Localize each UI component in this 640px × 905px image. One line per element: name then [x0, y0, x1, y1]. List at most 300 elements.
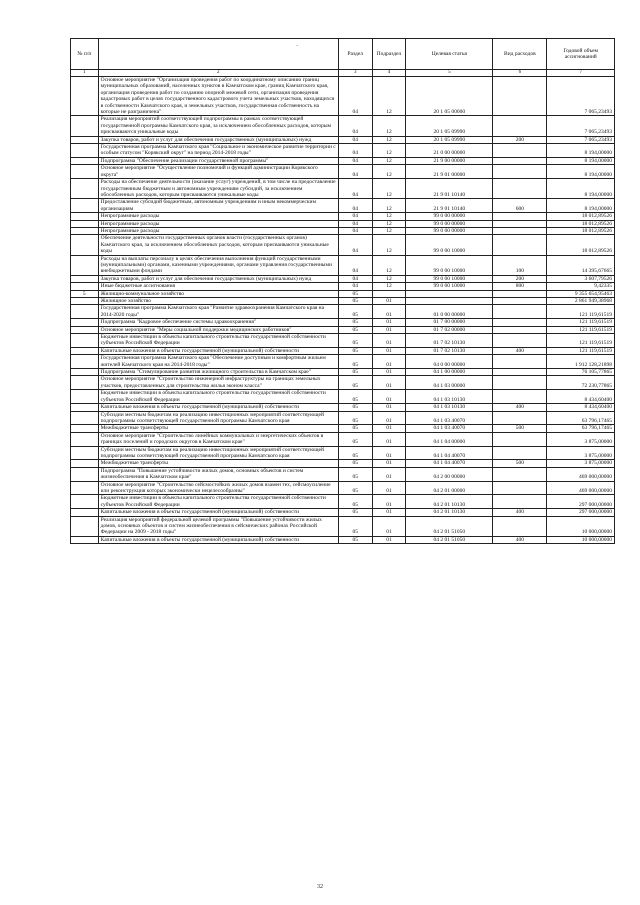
row-number: [71, 157, 99, 164]
row-razdel: 04: [338, 275, 372, 282]
row-podrazdel: 12: [372, 144, 406, 158]
row-expense-type: 100: [493, 255, 547, 275]
row-amount: 14 395,67665: [547, 255, 615, 275]
row-podrazdel: 01: [372, 298, 406, 305]
row-razdel: 05: [338, 305, 372, 319]
row-name: Непрограммные расходы: [98, 213, 338, 220]
row-target-article: 21 9 01 10140: [406, 179, 493, 199]
row-podrazdel: 01: [372, 481, 406, 495]
row-amount: 18 012,89526: [547, 213, 615, 220]
page-number: 32: [317, 884, 323, 890]
row-expense-type: [493, 355, 547, 369]
row-number: [71, 446, 99, 460]
row-expense-type: [493, 495, 547, 509]
row-podrazdel: 01: [372, 404, 406, 411]
row-expense-type: 400: [493, 536, 547, 543]
row-podrazdel: 01: [372, 432, 406, 446]
row-razdel: 05: [338, 369, 372, 376]
table-row: [71, 290, 615, 297]
row-target-article: 20 1 05 09990: [406, 116, 493, 136]
row-number: [71, 136, 99, 143]
row-number: [71, 509, 99, 516]
row-razdel: 05: [338, 411, 372, 425]
row-amount: 297 000,00000: [547, 495, 615, 509]
row-name: Расходы на выплаты персоналу в целях обеспечения выполнения функций государственными (муниципальными) органами, казенными учреждениями, органами управления государственными внебюджетными фондами: [98, 255, 338, 275]
row-target-article: 04 2 01 00000: [406, 481, 493, 495]
row-target-article: 21 0 00 00000: [406, 144, 493, 158]
row-razdel: 04: [338, 220, 372, 227]
row-name: Государственная программа Камчатского края "Развитие здравоохранения Камчатского края на 2014-2020 годы": [98, 305, 338, 319]
row-name: Реализация мероприятий соответствующей подпрограммы в рамках соответствующей государственной программы Камчатского края, за исключением обособленных расходов, которым присваиваются уникальные коды: [98, 116, 338, 136]
row-target-article: 20 1 05 09990: [406, 136, 493, 143]
table-row: [71, 536, 615, 543]
row-number: [71, 213, 99, 220]
table-row: [71, 481, 615, 495]
row-target-article: 04 0 00 00000: [406, 355, 493, 369]
row-razdel: 05: [338, 347, 372, 354]
row-amount: 10 000,00000: [547, 536, 615, 543]
row-expense-type: 200: [493, 136, 547, 143]
row-number: [71, 390, 99, 404]
row-razdel: 04: [338, 77, 372, 116]
row-number: [71, 460, 99, 467]
row-amount: 18 012,89526: [547, 235, 615, 255]
row-razdel: 04: [338, 179, 372, 199]
row-name: Расходы на обеспечение деятельности (оказание услуг) учреждений, в том числе на предоставление государственным бюджетным и автономным учреждениям субсидий, за исключением обособленных расходов, которым присваиваются уникальные коды: [98, 179, 338, 199]
row-amount: 9,42335: [547, 283, 615, 290]
row-target-article: 04 1 03 40070: [406, 425, 493, 432]
row-podrazdel: 01: [372, 390, 406, 404]
row-number: [71, 432, 99, 446]
row-amount: 1 912 128,21898: [547, 355, 615, 369]
row-razdel: 05: [338, 326, 372, 333]
table-row: [71, 509, 615, 516]
row-name: Бюджетные инвестиции в объекты капитального строительства государственной собственности субъектов Российской Федерации: [98, 334, 338, 348]
row-amount: 3 607,79526: [547, 275, 615, 282]
row-name: Бюджетные инвестиции в объекты капитального строительства государственной собственности субъектов Российской Федерации: [98, 390, 338, 404]
row-name: Закупка товаров, работ и услуг для обеспечения государственных (муниципальных) нужд: [98, 136, 338, 143]
row-name: Основное мероприятие "Строительство инженерной инфраструктуры на границах земельных участков, предоставленных для строительства жилья эконом класса": [98, 376, 338, 390]
table-row: [71, 144, 615, 158]
row-number: [71, 411, 99, 425]
row-amount: 121 119,61519: [547, 347, 615, 354]
row-amount: 8 194,00000: [547, 199, 615, 213]
row-expense-type: [493, 157, 547, 164]
row-name: Государственная программа Камчатского края "Социальное и экономическое развитие территории с особым статусом "Корякский округ" на период 2014-2018 годы": [98, 144, 338, 158]
row-razdel: 04: [338, 144, 372, 158]
row-target-article: 01 7 02 00000: [406, 326, 493, 333]
row-number: [71, 283, 99, 290]
table-row: [71, 283, 615, 290]
row-expense-type: [493, 227, 547, 234]
row-podrazdel: 12: [372, 235, 406, 255]
row-target-article: 04 1 04 00000: [406, 432, 493, 446]
row-name: Реализация мероприятий федеральной целевой программы "Повышение устойчивости жилых домов, основных объектов и систем жизнеобеспечения в сейсмических районах Российской Федерации на 2009 - 2018 годы": [98, 516, 338, 536]
row-target-article: 01 7 00 00000: [406, 319, 493, 326]
row-target-article: 21 9 01 10140: [406, 199, 493, 213]
row-podrazdel: 12: [372, 255, 406, 275]
row-name: Капитальные вложения в объекты государственной (муниципальной) собственности: [98, 347, 338, 354]
row-podrazdel: 12: [372, 157, 406, 164]
row-razdel: 04: [338, 157, 372, 164]
row-amount: 469 000,00000: [547, 481, 615, 495]
row-expense-type: [493, 446, 547, 460]
row-amount: 469 000,00000: [547, 467, 615, 481]
row-target-article: 01 7 02 10130: [406, 334, 493, 348]
row-razdel: 05: [338, 390, 372, 404]
row-number: [71, 144, 99, 158]
row-razdel: 04: [338, 235, 372, 255]
row-podrazdel: 12: [372, 179, 406, 199]
row-podrazdel: 12: [372, 199, 406, 213]
row-razdel: 04: [338, 199, 372, 213]
row-expense-type: [493, 467, 547, 481]
row-amount: 121 119,61519: [547, 334, 615, 348]
row-name: Подпрограмма "Стимулирование развития жилищного строительства в Камчатском крае": [98, 369, 338, 376]
row-razdel: 05: [338, 425, 372, 432]
table-row: [71, 179, 615, 199]
row-amount: 63 796,17465: [547, 411, 615, 425]
row-razdel: 05: [338, 334, 372, 348]
row-amount: 76 105,77865: [547, 369, 615, 376]
row-number: [71, 235, 99, 255]
row-number: [71, 116, 99, 136]
budget-page: [70, 38, 615, 544]
row-expense-type: [493, 235, 547, 255]
row-podrazdel: 01: [372, 425, 406, 432]
row-expense-type: [493, 319, 547, 326]
header-row: [71, 39, 615, 70]
row-amount: 3 875,00000: [547, 460, 615, 467]
row-podrazdel: 01: [372, 495, 406, 509]
row-target-article: 99 0 00 00000: [406, 213, 493, 220]
row-amount: 18 012,89526: [547, 227, 615, 234]
row-expense-type: [493, 165, 547, 179]
column-number: 5: [406, 70, 493, 77]
row-number: [71, 355, 99, 369]
row-number: [71, 77, 99, 116]
row-razdel: 05: [338, 509, 372, 516]
table-row: [71, 275, 615, 282]
column-number: 7: [547, 70, 615, 77]
row-razdel: 05: [338, 376, 372, 390]
row-podrazdel: 01: [372, 467, 406, 481]
row-name: Бюджетные инвестиции в объекты капитального строительства государственной собственности субъектов Российской Федерации: [98, 495, 338, 509]
header-annual-amount: Годовой объем ассигнований: [547, 39, 615, 70]
row-amount: 121 119,61519: [547, 319, 615, 326]
table-row: [71, 369, 615, 376]
row-target-article: 04 1 04 40070: [406, 446, 493, 460]
row-expense-type: 600: [493, 199, 547, 213]
row-razdel: 04: [338, 165, 372, 179]
table-row: [71, 326, 615, 333]
row-name: Основное мероприятие "Строительство линейных коммунальных и энергетических объектов в границах поселений и городских округов в Камчатском крае": [98, 432, 338, 446]
row-name: Межбюджетные трансферты: [98, 425, 338, 432]
row-razdel: 05: [338, 516, 372, 536]
table-row: [71, 305, 615, 319]
row-podrazdel: 01: [372, 411, 406, 425]
row-expense-type: [493, 179, 547, 199]
column-number: 4: [372, 70, 406, 77]
row-target-article: 99 0 00 10000: [406, 255, 493, 275]
table-row: [71, 199, 615, 213]
row-number: [71, 199, 99, 213]
row-target-article: 99 0 00 10000: [406, 275, 493, 282]
row-number: 5: [71, 290, 99, 297]
scan-tick-mark: `: [296, 44, 299, 52]
row-number: [71, 255, 99, 275]
row-podrazdel: 01: [372, 446, 406, 460]
row-target-article: 04 2 01 10130: [406, 495, 493, 509]
row-expense-type: [493, 213, 547, 220]
header-podrazdel: Подраздел: [372, 39, 406, 70]
row-number: [71, 319, 99, 326]
column-number-row: [71, 70, 615, 77]
table-row: [71, 298, 615, 305]
row-name: Закупка товаров, работ и услуг для обеспечения государственных (муниципальных) нужд: [98, 275, 338, 282]
row-podrazdel: 01: [372, 509, 406, 516]
row-number: [71, 298, 99, 305]
row-podrazdel: 01: [372, 516, 406, 536]
row-number: [71, 495, 99, 509]
table-row: [71, 376, 615, 390]
table-row: [71, 255, 615, 275]
row-name: Основное мероприятие "Строительство сейсмостойких жилых домов взамен тех, сейсмоусиление или реконструкция которых экономически нецелесообразны": [98, 481, 338, 495]
row-target-article: 21 9 00 00000: [406, 157, 493, 164]
row-target-article: 99 0 00 10000: [406, 283, 493, 290]
row-number: [71, 179, 99, 199]
row-razdel: 05: [338, 460, 372, 467]
row-razdel: 05: [338, 432, 372, 446]
row-expense-type: [493, 516, 547, 536]
row-expense-type: [493, 77, 547, 116]
budget-table-body: [71, 77, 615, 544]
table-row: [71, 411, 615, 425]
row-number: [71, 275, 99, 282]
table-row: [71, 136, 615, 143]
row-razdel: 04: [338, 255, 372, 275]
row-amount: 7 065,23493: [547, 116, 615, 136]
table-row: [71, 432, 615, 446]
row-amount: 8 434,60400: [547, 404, 615, 411]
row-podrazdel: 01: [372, 536, 406, 543]
row-target-article: 21 9 01 00000: [406, 165, 493, 179]
row-expense-type: 800: [493, 283, 547, 290]
row-target-article: 04 1 03 40070: [406, 411, 493, 425]
table-row: [71, 220, 615, 227]
row-expense-type: [493, 376, 547, 390]
row-amount: 63 796,17465: [547, 425, 615, 432]
header-razdel: Раздел: [338, 39, 372, 70]
row-expense-type: [493, 305, 547, 319]
row-expense-type: [493, 220, 547, 227]
table-row: [71, 116, 615, 136]
table-row: [71, 460, 615, 467]
row-amount: 18 012,89526: [547, 220, 615, 227]
row-number: [71, 404, 99, 411]
row-expense-type: 400: [493, 404, 547, 411]
header-target-article: Целевая статья: [406, 39, 493, 70]
row-number: [71, 376, 99, 390]
row-number: [71, 481, 99, 495]
row-number: [71, 516, 99, 536]
row-target-article: 04 1 03 00000: [406, 376, 493, 390]
row-number: [71, 347, 99, 354]
row-podrazdel: 01: [372, 334, 406, 348]
row-target-article: 04 1 03 10130: [406, 390, 493, 404]
row-amount: 8 194,00000: [547, 144, 615, 158]
row-expense-type: 400: [493, 509, 547, 516]
row-amount: 3 875,00000: [547, 446, 615, 460]
row-name: Основное мероприятие "Меры социальной поддержки медицинских работников": [98, 326, 338, 333]
row-expense-type: 500: [493, 460, 547, 467]
table-row: [71, 390, 615, 404]
row-amount: 7 065,23493: [547, 77, 615, 116]
row-amount: 9 355 654,95463: [547, 290, 615, 297]
row-expense-type: [493, 290, 547, 297]
row-amount: 8 194,00000: [547, 165, 615, 179]
row-number: [71, 165, 99, 179]
row-razdel: 04: [338, 283, 372, 290]
column-number: 1: [71, 70, 99, 77]
row-razdel: 05: [338, 355, 372, 369]
row-razdel: 05: [338, 298, 372, 305]
column-number: 3: [338, 70, 372, 77]
row-podrazdel: 12: [372, 227, 406, 234]
row-razdel: 04: [338, 136, 372, 143]
row-target-article: 01 7 02 10130: [406, 347, 493, 354]
row-expense-type: [493, 116, 547, 136]
row-amount: 8 194,00000: [547, 179, 615, 199]
row-target-article: 99 0 00 10000: [406, 235, 493, 255]
row-razdel: 04: [338, 116, 372, 136]
row-target-article: 01 0 00 00000: [406, 305, 493, 319]
row-razdel: 05: [338, 495, 372, 509]
row-podrazdel: 01: [372, 347, 406, 354]
table-row: [71, 235, 615, 255]
row-target-article: [406, 290, 493, 297]
row-target-article: 04 2 01 51050: [406, 516, 493, 536]
row-name: Субсидии местным бюджетам на реализацию инвестиционных мероприятий соответствующей подпрограммы соответствующей государственной программы Камчатского края: [98, 411, 338, 425]
row-amount: 3 875,00000: [547, 432, 615, 446]
row-target-article: 99 0 00 00000: [406, 220, 493, 227]
row-number: [71, 220, 99, 227]
row-target-article: 99 0 00 00000: [406, 227, 493, 234]
row-name: Капитальные вложения в объекты государственной (муниципальной) собственности: [98, 509, 338, 516]
column-number: 6: [493, 70, 547, 77]
row-expense-type: [493, 298, 547, 305]
row-amount: 72 230,77865: [547, 376, 615, 390]
row-expense-type: [493, 326, 547, 333]
row-razdel: 05: [338, 446, 372, 460]
table-row: [71, 446, 615, 460]
row-razdel: 05: [338, 467, 372, 481]
row-number: [71, 467, 99, 481]
row-podrazdel: 12: [372, 275, 406, 282]
row-razdel: 05: [338, 481, 372, 495]
table-row: [71, 347, 615, 354]
row-number: [71, 326, 99, 333]
row-name: Субсидии местным бюджетам на реализацию инвестиционных мероприятий соответствующей подпрограммы соответствующей государственной программы Камчатского края: [98, 446, 338, 460]
row-podrazdel: 01: [372, 376, 406, 390]
row-name: Жилищное хозяйство: [98, 298, 338, 305]
table-row: [71, 404, 615, 411]
row-podrazdel: 01: [372, 369, 406, 376]
row-expense-type: [493, 481, 547, 495]
row-number: [71, 425, 99, 432]
budget-table: [70, 38, 615, 544]
row-name: Капитальные вложения в объекты государственной (муниципальной) собственности: [98, 404, 338, 411]
row-razdel: 05: [338, 319, 372, 326]
row-name: Подпрограмма "Обеспечение реализации государственной программы": [98, 157, 338, 164]
row-name: Иные бюджетные ассигнования: [98, 283, 338, 290]
row-target-article: 20 1 05 00000: [406, 77, 493, 116]
row-podrazdel: 12: [372, 213, 406, 220]
row-expense-type: 500: [493, 425, 547, 432]
header-name: [98, 39, 338, 70]
table-row: [71, 334, 615, 348]
row-name: Государственная программа Камчатского края "Обеспечение доступным и комфортным жильем жителей Камчатского края на 2014-2018 годы": [98, 355, 338, 369]
row-amount: 7 065,23493: [547, 136, 615, 143]
row-number: [71, 334, 99, 348]
row-number: [71, 369, 99, 376]
row-amount: 2 861 949,38968: [547, 298, 615, 305]
row-target-article: 04 2 00 00000: [406, 467, 493, 481]
row-podrazdel: 12: [372, 220, 406, 227]
column-number: 2: [98, 70, 338, 77]
row-name: Основное мероприятие "Осуществление полномочий и функций администрации Корякского округа": [98, 165, 338, 179]
row-amount: 10 000,00000: [547, 516, 615, 536]
row-name: Обеспечение деятельности государственных органов власти (государственных органов) Камчатского края, за исключением обособленных расходов, которым присваиваются уникальные коды: [98, 235, 338, 255]
row-name: Основное мероприятие "Организация проведения работ по координатному описанию границ муниципальных образований, населенных пунктов в Камчатском крае, границ Камчатского края, организация проведения работ по созданию опорной межевой сети, организация проведения кадастровых работ в целях государственного кадастрового учета земельных участков, находящихся в собственности Камчатского края, и земельных участков, государственная собственность на которые не разграничена": [98, 77, 338, 116]
row-target-article: 04 1 04 40070: [406, 460, 493, 467]
row-amount: 8 434,60400: [547, 390, 615, 404]
table-row: [71, 227, 615, 234]
row-podrazdel: 01: [372, 319, 406, 326]
table-row: [71, 355, 615, 369]
row-expense-type: [493, 432, 547, 446]
row-podrazdel: 01: [372, 305, 406, 319]
table-row: [71, 425, 615, 432]
table-row: [71, 165, 615, 179]
row-podrazdel: 12: [372, 136, 406, 143]
row-name: Межбюджетные трансферты: [98, 460, 338, 467]
row-number: [71, 305, 99, 319]
row-name: Подпрограмма "Кадровое обеспечение системы здравоохранения": [98, 319, 338, 326]
table-row: [71, 467, 615, 481]
row-name: Предоставление субсидий бюджетным, автономным учреждениям и иным некоммерческим организациям: [98, 199, 338, 213]
row-target-article: 04 1 00 00000: [406, 369, 493, 376]
row-podrazdel: 01: [372, 460, 406, 467]
row-target-article: 04 2 01 10130: [406, 509, 493, 516]
row-name: Подпрограмма "Повышение устойчивости жилых домов, основных объектов и систем жизнеобеспечения в Камчатском крае": [98, 467, 338, 481]
row-podrazdel: 01: [372, 326, 406, 333]
row-expense-type: 200: [493, 275, 547, 282]
row-podrazdel: 12: [372, 165, 406, 179]
row-target-article: 04 2 01 51050: [406, 536, 493, 543]
row-amount: 121 119,61519: [547, 326, 615, 333]
table-row: [71, 157, 615, 164]
row-number: [71, 536, 99, 543]
table-row: [71, 516, 615, 536]
table-row: [71, 495, 615, 509]
row-name: Жилищно-коммунальное хозяйство: [98, 290, 338, 297]
row-podrazdel: 12: [372, 116, 406, 136]
header-num: № п/п: [71, 39, 99, 70]
row-podrazdel: [372, 290, 406, 297]
row-target-article: 04 1 03 10130: [406, 404, 493, 411]
row-razdel: 04: [338, 213, 372, 220]
